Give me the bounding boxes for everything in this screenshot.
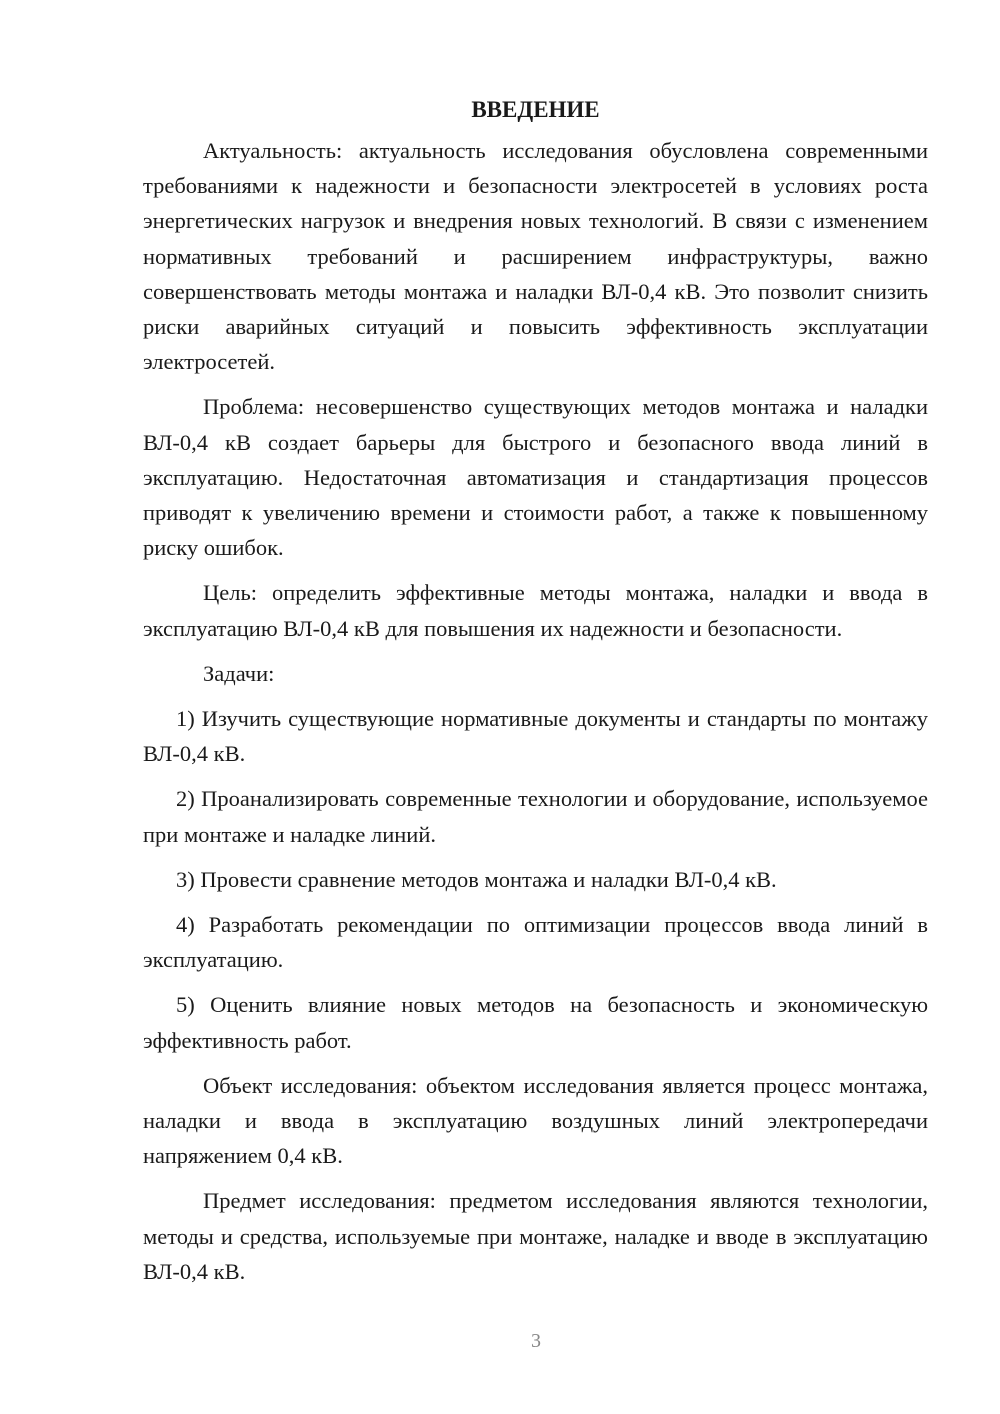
paragraph-goal: Цель: определить эффективные методы монтажа, наладки и ввода в эксплуатацию ВЛ-0,4 кВ для повышения их надежности и безопасности.	[143, 580, 928, 641]
paragraph-relevance: Актуальность: актуальность исследования обусловлена современными требованиями к надежности и безопасности электросетей в условиях роста энергетических нагрузок и внедрения новых технологий. В связи с изменением нормативных требований и расширением инфраструктуры, важно совершенствовать методы монтажа и наладки ВЛ-0,4 кВ. Это позволит снизить риски аварийных ситуаций и повысить эффективность эксплуатации электросетей.	[143, 138, 928, 375]
section-title: ВВЕДЕНИЕ	[471, 97, 600, 122]
paragraph-subject: Предмет исследования: предметом исследования являются технологии, методы и средства, используемые при монтаже, наладке и вводе в эксплуатацию ВЛ-0,4 кВ.	[143, 1188, 928, 1284]
paragraph-tasks-heading: Задачи:	[203, 660, 275, 686]
task-item-3: 3) Провести сравнение методов монтажа и наладки ВЛ-0,4 кВ.	[176, 866, 777, 892]
task-item-4: 4) Разработать рекомендации по оптимизации процессов ввода линий в эксплуатацию.	[143, 912, 928, 973]
task-item-5: 5) Оценить влияние новых методов на безопасность и экономическую эффективность работ.	[143, 992, 928, 1053]
paragraph-object: Объект исследования: объектом исследования является процесс монтажа, наладки и ввода в эксплуатацию воздушных линий электропередачи напряжением 0,4 кВ.	[143, 1072, 928, 1169]
document-page	[143, 92, 928, 1289]
page-number: 3	[531, 1330, 541, 1352]
task-item-1: 1) Изучить существующие нормативные документы и стандарты по монтажу ВЛ-0,4 кВ.	[143, 706, 928, 767]
task-item-2: 2) Проанализировать современные технологии и оборудование, используемое при монтаже и наладке линий.	[143, 786, 928, 847]
paragraph-problem: Проблема: несовершенство существующих методов монтажа и наладки ВЛ-0,4 кВ создает барьеры для быстрого и безопасного ввода линий в эксплуатацию. Недостаточная автоматизация и стандартизация процессов приводят к увеличению времени и стоимости работ, а также к повышенному риску ошибок.	[143, 394, 928, 561]
